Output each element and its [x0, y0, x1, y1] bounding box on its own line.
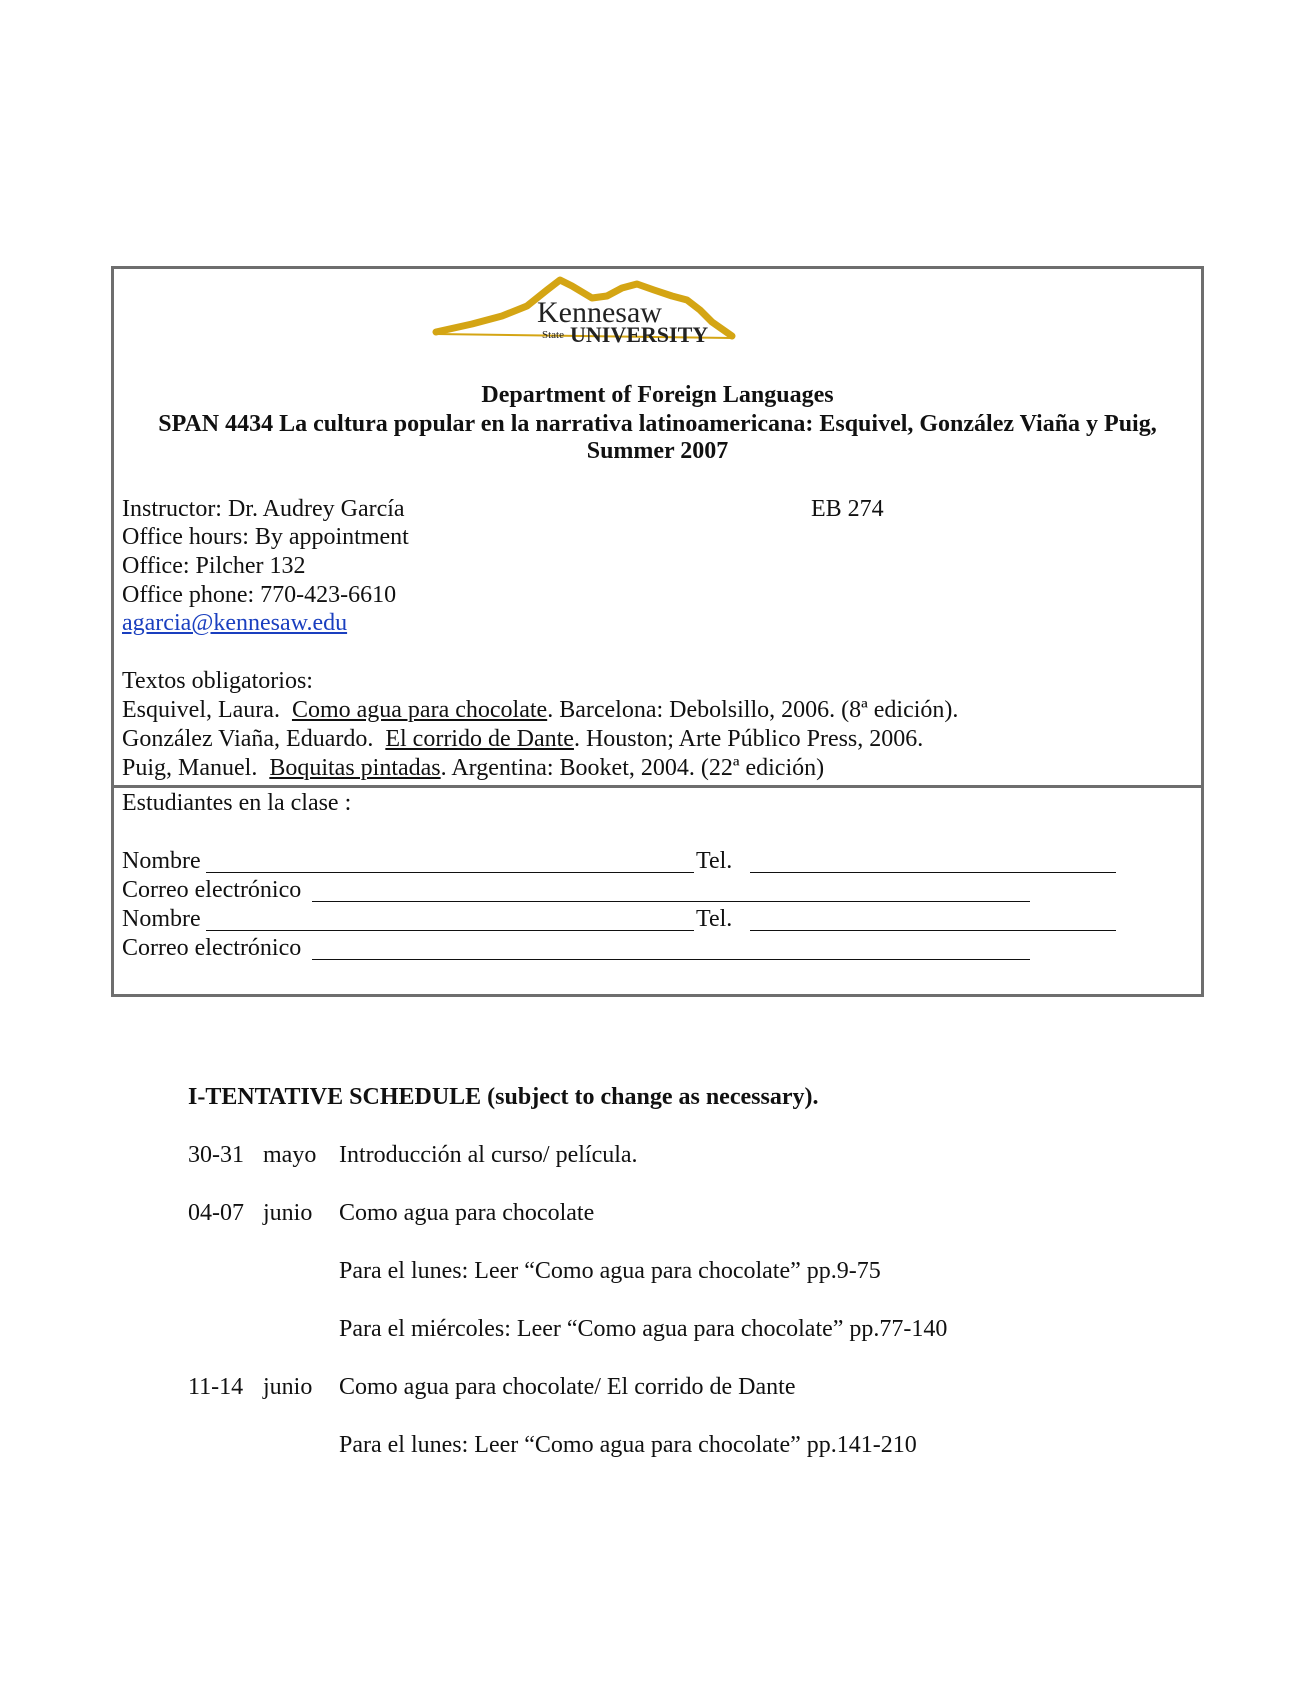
text-title: Como agua para chocolate: [291, 697, 548, 723]
name-label: Nombre: [122, 906, 201, 932]
office-hours: Office hours: By appointment: [122, 524, 409, 550]
schedule-dates: 04-07: [188, 1200, 244, 1226]
tel-label: Tel.: [696, 848, 733, 874]
name-blank-2[interactable]: [206, 930, 694, 931]
schedule-text: Introducción al curso/ película.: [339, 1142, 638, 1168]
text-publication: . Barcelona: Debolsillo, 2006. (8ª edición).: [547, 697, 959, 723]
tel-blank-2[interactable]: [750, 930, 1116, 931]
text-author: González Viaña, Eduardo.: [122, 726, 374, 752]
schedule-month: mayo: [263, 1142, 317, 1168]
text-item: [122, 755, 824, 782]
email-blank-2[interactable]: [312, 959, 1030, 960]
section-divider: [111, 785, 1204, 788]
text-publication: . Argentina: Booket, 2004. (22ª edición): [440, 755, 825, 781]
schedule-text: Como agua para chocolate: [339, 1200, 595, 1226]
office-phone: Office phone: 770-423-6610: [122, 582, 397, 608]
logo-line2-small: State: [542, 329, 564, 341]
schedule-text: Para el lunes: Leer “Como agua para chocolate” pp.9-75: [339, 1258, 881, 1284]
text-item: [122, 697, 958, 724]
tel-blank-1[interactable]: [750, 872, 1116, 873]
logo-line2-big: UNIVERSITY: [570, 322, 709, 347]
logo-line1: Kennesaw: [537, 296, 662, 329]
text-title: Boquitas pintadas: [269, 755, 441, 781]
text-publication: . Houston; Arte Público Press, 2006.: [573, 726, 924, 752]
schedule-text: Como agua para chocolate/ El corrido de Dante: [339, 1374, 796, 1400]
email-label: Correo electrónico: [122, 935, 302, 961]
email-blank-1[interactable]: [312, 901, 1030, 902]
students-heading: Estudiantes en la clase :: [122, 790, 352, 816]
texts-heading: Textos obligatorios:: [122, 668, 313, 694]
schedule-text: Para el lunes: Leer “Como agua para chocolate” pp.141-210: [339, 1432, 917, 1458]
tel-label: Tel.: [696, 906, 733, 932]
email-label: Correo electrónico: [122, 877, 302, 903]
instructor-email-link[interactable]: agarcia@kennesaw.edu: [122, 610, 348, 636]
course-term: Summer 2007: [586, 438, 729, 464]
name-label: Nombre: [122, 848, 201, 874]
schedule-month: junio: [263, 1374, 313, 1400]
office-location: Office: Pilcher 132: [122, 553, 306, 579]
schedule-dates: 30-31: [188, 1142, 244, 1168]
text-title: El corrido de Dante: [385, 726, 574, 752]
department-title: Department of Foreign Languages: [481, 382, 834, 408]
text-author: Esquivel, Laura.: [122, 697, 280, 723]
name-blank-1[interactable]: [206, 872, 694, 873]
text-item: [122, 726, 923, 753]
text-author: Puig, Manuel.: [122, 755, 258, 781]
instructor-name: Instructor: Dr. Audrey García: [122, 496, 405, 522]
schedule-heading: I-TENTATIVE SCHEDULE (subject to change as necessary).: [188, 1084, 819, 1110]
schedule-month: junio: [263, 1200, 313, 1226]
kennesaw-logo: [432, 270, 752, 350]
instructor-room: EB 274: [811, 496, 884, 522]
schedule-text: Para el miércoles: Leer “Como agua para chocolate” pp.77-140: [339, 1316, 948, 1342]
course-title: SPAN 4434 La cultura popular en la narrativa latinoamericana: Esquivel, González Viaña y Puig,: [158, 411, 1157, 437]
schedule-dates: 11-14: [188, 1374, 244, 1400]
